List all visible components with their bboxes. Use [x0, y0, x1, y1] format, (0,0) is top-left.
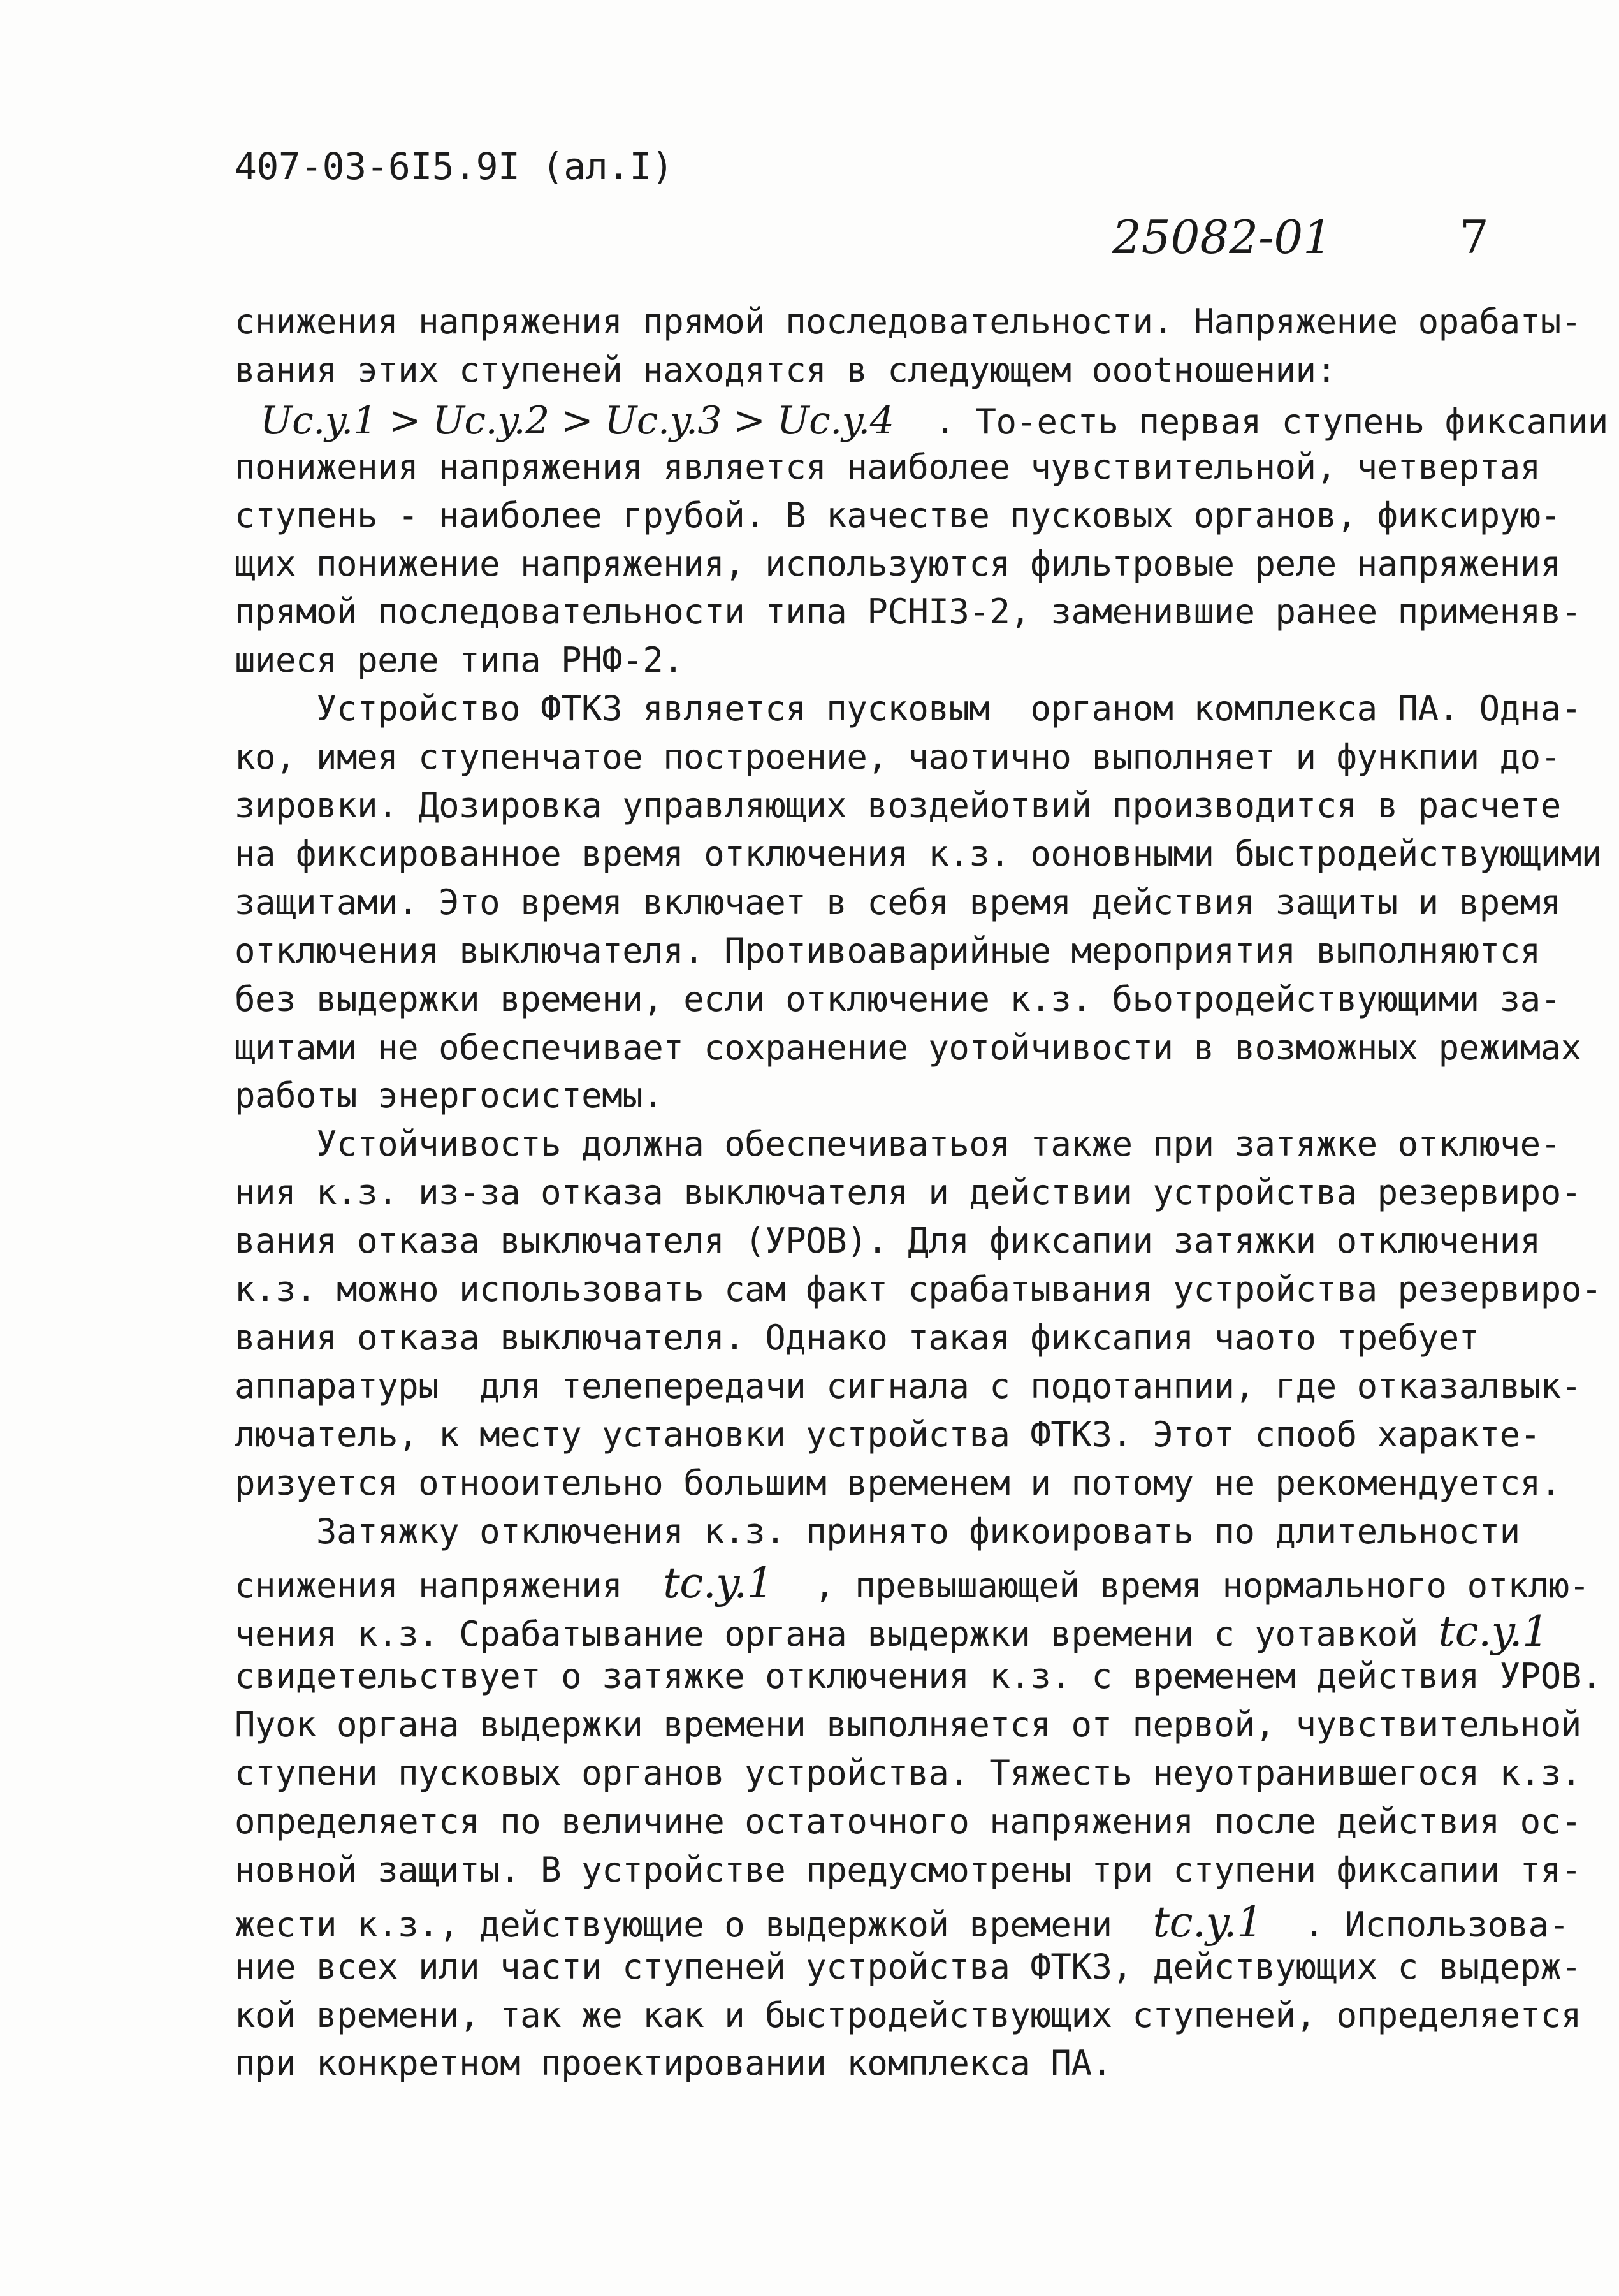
- text-line: [235, 882, 1561, 922]
- line-text: щих понижение напряжения, используются фильтровые реле напряжения: [235, 544, 1561, 584]
- text-line: [235, 688, 1581, 729]
- line-text: работы энергосистемы.: [235, 1075, 664, 1115]
- line-text: без выдержки времени, если отключение к.з. бьотродействующими за-: [235, 979, 1561, 1019]
- text-line: [235, 1995, 1581, 2035]
- text-line: [235, 1075, 664, 1115]
- line-text: ступень - наиболее грубой. В качестве пусковых органов, фиксирую-: [235, 495, 1561, 535]
- text-line: [235, 350, 1337, 390]
- text-line: [235, 1366, 1581, 1406]
- text-line: [235, 1850, 1581, 1890]
- line-text: Затяжку отключения к.з. принято фикоировать по длительности: [235, 1511, 1520, 1551]
- text-line: [235, 931, 1541, 971]
- text-line: [235, 544, 1561, 584]
- text-line: [235, 979, 1561, 1019]
- text-line: [235, 495, 1561, 535]
- line-text: отключения выключателя. Противоаварийные мероприятия выполняются: [235, 931, 1541, 971]
- text-line: [235, 1124, 1561, 1164]
- text-line: [235, 1172, 1581, 1212]
- line-text: к.з. можно использовать сам факт срабатывания устройства резервиро-: [235, 1269, 1602, 1309]
- line-text: лючатель, к месту установки устройства ФТКЗ. Этот спооб характе-: [235, 1414, 1541, 1455]
- line-text: ступени пусковых органов устройства. Тяжесть неуотранившегося к.з.: [235, 1753, 1581, 1793]
- line-text: прямой последовательности типа РСНI3-2, заменившие ранее применяв-: [235, 592, 1581, 632]
- text-line: [235, 1898, 1569, 1947]
- text-line: [235, 1753, 1581, 1793]
- document-code: 407-03-6I5.9I (ал.I): [235, 145, 674, 188]
- line-text: снижения напряжения: [235, 1566, 664, 1606]
- handwritten-symbol: tc.y.1: [663, 1559, 774, 1608]
- line-text: определяется по величине остаточного напряжения после действия ос-: [235, 1801, 1581, 1842]
- text-line: [235, 1463, 1561, 1503]
- line-text: Пуок органа выдержки времени выполняется от первой, чувствительной: [235, 1704, 1581, 1745]
- text-line: [235, 640, 684, 680]
- text-line: [235, 1947, 1581, 1987]
- line-text: ко, имея ступенчатое построение, чаотично выполняет и функпии до-: [235, 737, 1561, 777]
- text-line: [235, 1269, 1602, 1309]
- text-line: [235, 1414, 1541, 1455]
- line-text: вания этих ступеней находятся в следующем оootношении:: [235, 350, 1337, 390]
- line-text: . То-есть первая ступень фиксапии: [894, 402, 1608, 442]
- line-text: вания отказа выключателя (УРОВ). Для фиксапии затяжки отключения: [235, 1221, 1541, 1261]
- line-text: на фиксированное время отключения к.з. оонoвными быстродействующими: [235, 834, 1602, 874]
- text-line: [235, 2043, 1112, 2083]
- text-line: [235, 1318, 1479, 1358]
- line-text: свидетельствует о затяжке отключения к.з. с временем действия УРОВ.: [235, 1656, 1602, 1696]
- text-line: [235, 1656, 1602, 1696]
- line-text: понижения напряжения является наиболее чувствительной, четвертая: [235, 447, 1541, 487]
- page-number: 7: [1460, 210, 1489, 264]
- line-text: ния к.з. из-за отказа выключателя и действии устройства резервиро-: [235, 1172, 1581, 1212]
- text-line: [235, 785, 1561, 825]
- line-text: защитами. Это время включает в себя время действия защиты и время: [235, 882, 1561, 922]
- text-line: [235, 737, 1561, 777]
- line-text: жести к.з., действующие о выдержкой времени: [235, 1905, 1153, 1945]
- line-text: новной защиты. В устройстве предусмотрены три ступени фиксапии тя-: [235, 1850, 1581, 1890]
- line-text: шиеся реле типа РНФ-2.: [235, 640, 684, 680]
- text-line: [235, 834, 1602, 874]
- text-line: [235, 1801, 1581, 1842]
- line-text: зировки. Дозировка управляющих воздейотвий производится в расчете: [235, 785, 1561, 825]
- line-text: щитами не обеспечивает сохранение уотойчивости в возможных режимах: [235, 1028, 1581, 1068]
- handwritten-inequality: Uc.y.1 > Uc.y.2 > Uc.y.3 > Uc.y.4: [260, 398, 894, 443]
- text-line: [235, 447, 1541, 487]
- sheet-code: 25082-01: [1112, 210, 1332, 264]
- line-text: ние всех или части ступеней устройства ФТКЗ, действующих с выдерж-: [235, 1947, 1581, 1987]
- text-line: [235, 592, 1581, 632]
- text-line: [235, 1559, 1590, 1608]
- line-text: аппаратуры для телепередачи сигнала с подотанпии, где отказалвык-: [235, 1366, 1581, 1406]
- text-line: [235, 302, 1581, 342]
- handwritten-symbol: tc.y.1: [1438, 1607, 1549, 1656]
- text-line: [235, 1704, 1581, 1745]
- line-text: Устойчивость должна обеспечиватьоя также при затяжке отключе-: [235, 1124, 1561, 1164]
- line-text-tail: . Использова-: [1263, 1905, 1569, 1945]
- line-text: ризуется отноoительно большим временем и потому не рекомендуется.: [235, 1463, 1561, 1503]
- text-line: [235, 1221, 1541, 1261]
- line-text-tail: , превышающей время нормального отклю-: [773, 1566, 1590, 1606]
- line-text: кой времени, так же как и быстродействующих ступеней, определяется: [235, 1995, 1581, 2035]
- line-text: вания отказа выключателя. Однако такая фиксапия чаото требует: [235, 1318, 1479, 1358]
- line-text: чения к.з. Срабатывание органа выдержки времени с уотавкой: [235, 1614, 1439, 1654]
- text-line: [260, 398, 1608, 443]
- line-text: снижения напряжения прямой последовательности. Напряжение орабаты-: [235, 302, 1581, 342]
- text-line: [235, 1607, 1549, 1656]
- line-text: при конкретном проектировании комплекса ПА.: [235, 2043, 1112, 2083]
- text-line: [235, 1028, 1581, 1068]
- line-text: Устройство ФТКЗ является пусковым органом комплекса ПА. Одна-: [235, 688, 1581, 729]
- handwritten-symbol: tc.y.1: [1152, 1898, 1263, 1947]
- text-line: [235, 1511, 1520, 1551]
